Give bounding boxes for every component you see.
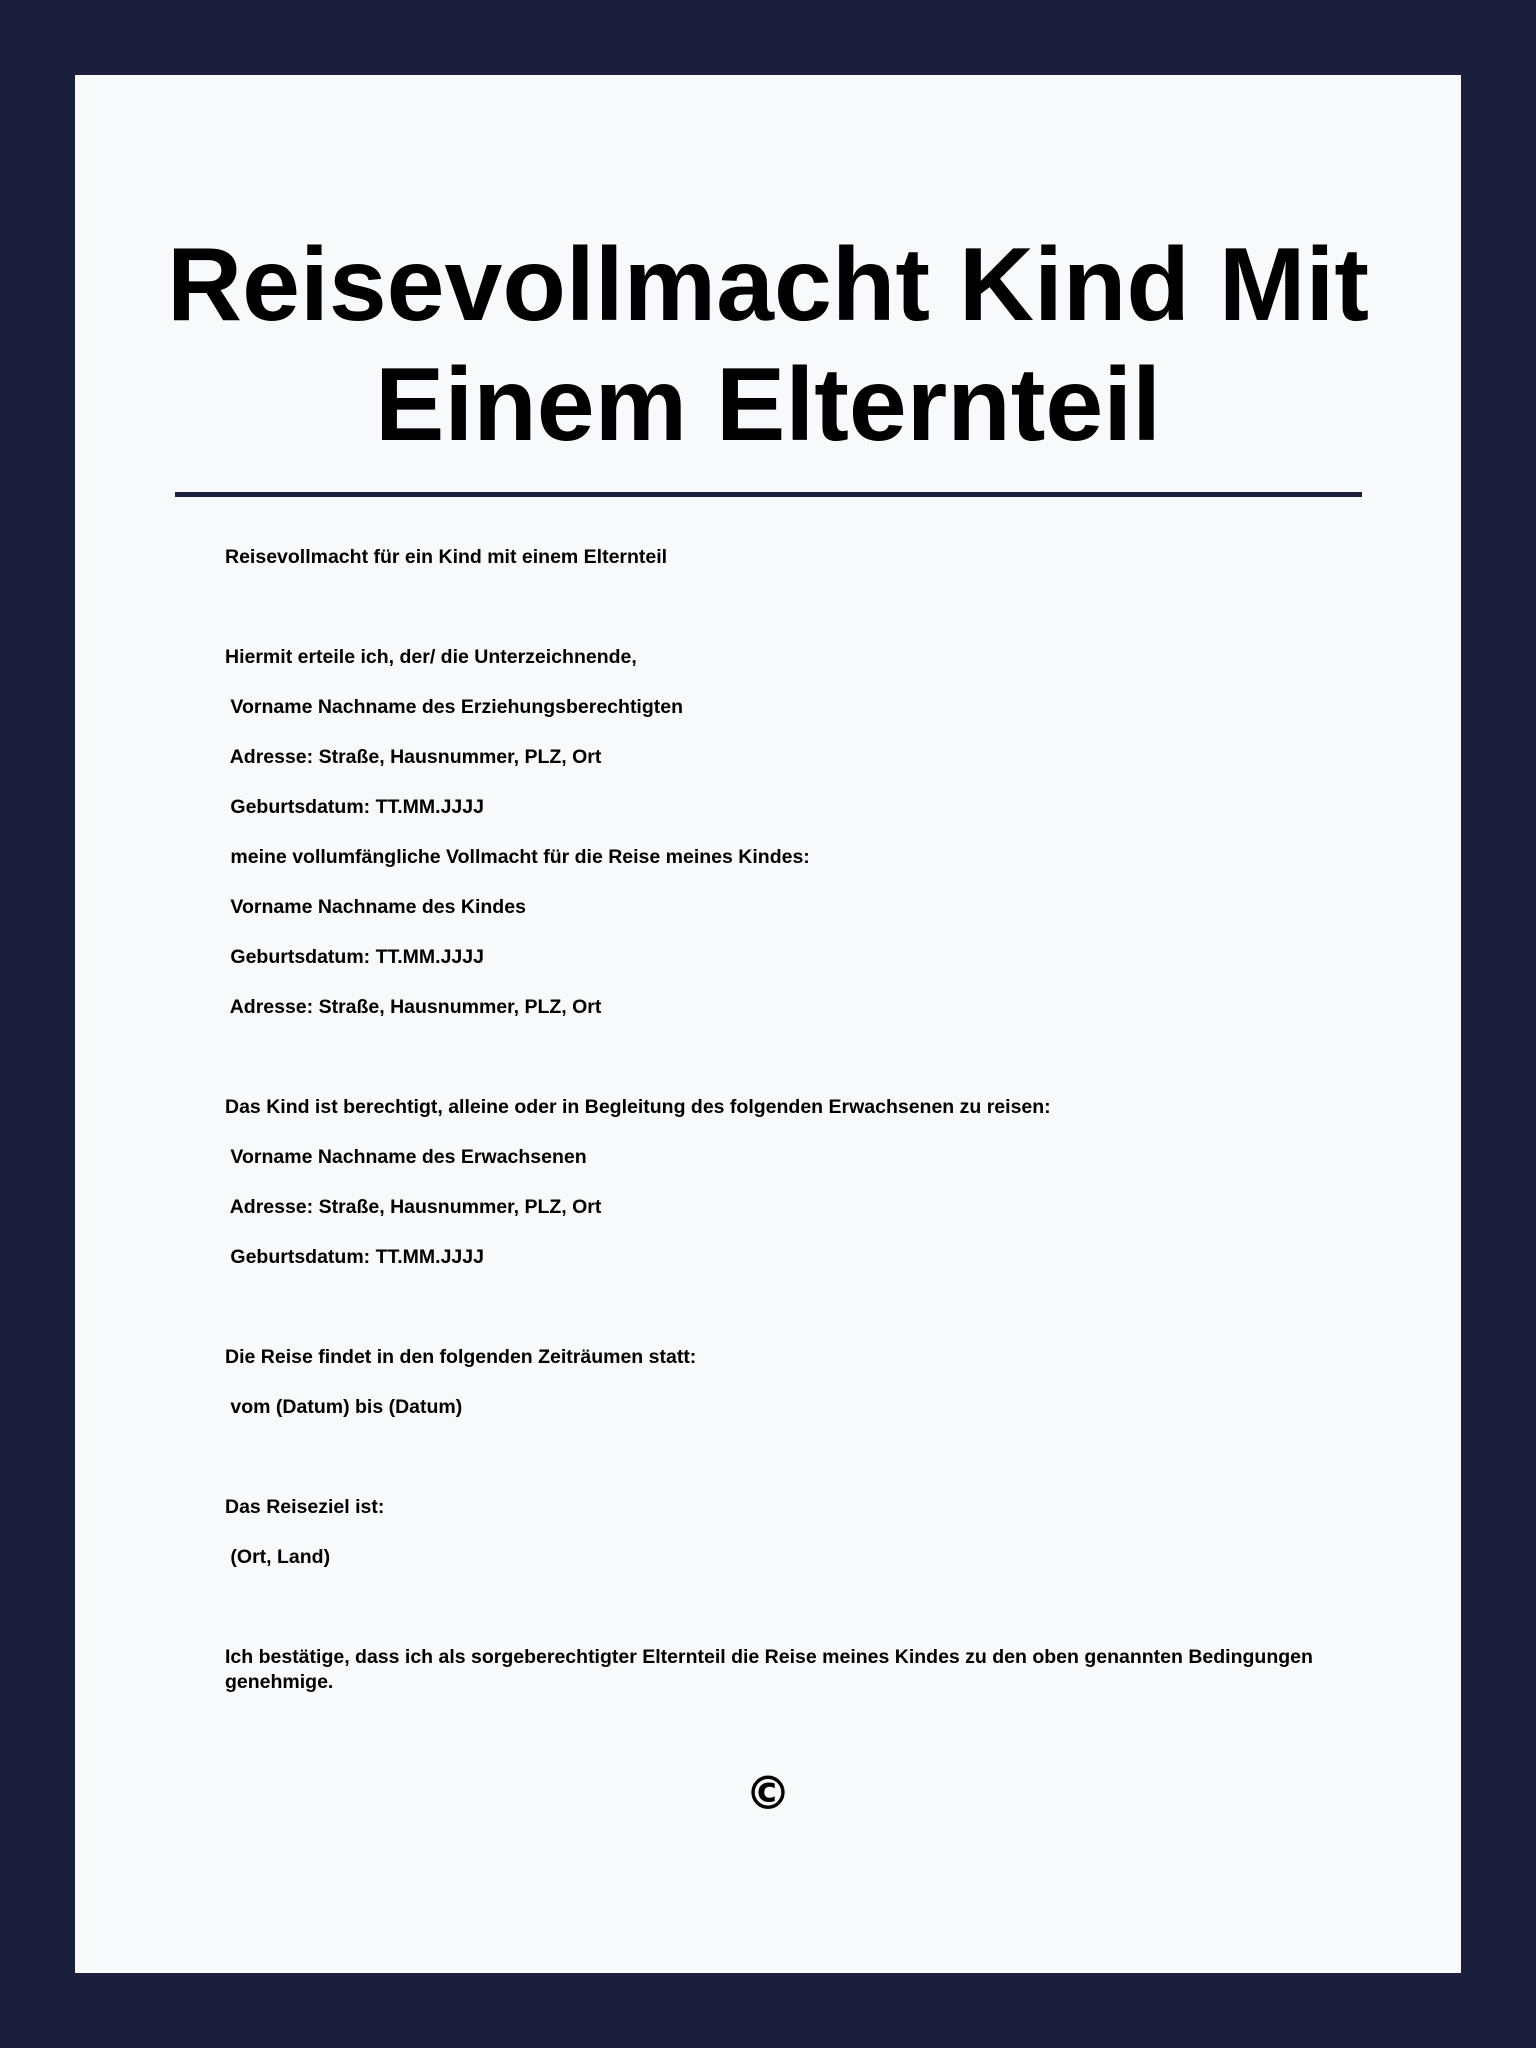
child-name: Vorname Nachname des Kindes (225, 896, 526, 918)
destination-intro: Das Reiseziel ist: (225, 1496, 385, 1518)
confirmation-text: Ich bestätige, dass ich als sorgeberechtigter Elternteil die Reise meines Kindes zu den oben genannten Bedingungen genehmige. (225, 1646, 1313, 1693)
authorization-text: meine vollumfängliche Vollmacht für die Reise meines Kindes: (225, 846, 810, 868)
guardian-name: Vorname Nachname des Erziehungsberechtigten (225, 696, 684, 718)
child-address: Adresse: Straße, Hausnummer, PLZ, Ort (225, 996, 602, 1018)
intro-text: Hiermit erteile ich, der/ die Unterzeichnende, (225, 646, 637, 668)
companion-address: Adresse: Straße, Hausnummer, PLZ, Ort (225, 1196, 602, 1218)
title-divider (175, 492, 1362, 497)
title-line-2: Einem Elternteil (375, 347, 1161, 463)
guardian-birthdate: Geburtsdatum: TT.MM.JJJJ (225, 796, 484, 818)
page-title (75, 225, 1461, 465)
document-body (225, 545, 1362, 1695)
companion-intro: Das Kind ist berechtigt, alleine oder in Begleitung des folgenden Erwachsenen zu reisen: (225, 1096, 1051, 1118)
copyright-icon: © (745, 1766, 791, 1820)
guardian-address: Adresse: Straße, Hausnummer, PLZ, Ort (225, 746, 602, 768)
companion-name: Vorname Nachname des Erwachsenen (225, 1146, 587, 1168)
title-line-1: Reisevollmacht Kind Mit (167, 227, 1369, 343)
travel-destination: (Ort, Land) (225, 1546, 331, 1568)
document-heading: Reisevollmacht für ein Kind mit einem Elternteil (225, 546, 668, 568)
child-birthdate: Geburtsdatum: TT.MM.JJJJ (225, 946, 484, 968)
document-page (75, 75, 1461, 1973)
companion-birthdate: Geburtsdatum: TT.MM.JJJJ (225, 1246, 484, 1268)
travel-period: vom (Datum) bis (Datum) (225, 1396, 463, 1418)
period-intro: Die Reise findet in den folgenden Zeiträumen statt: (225, 1346, 697, 1368)
